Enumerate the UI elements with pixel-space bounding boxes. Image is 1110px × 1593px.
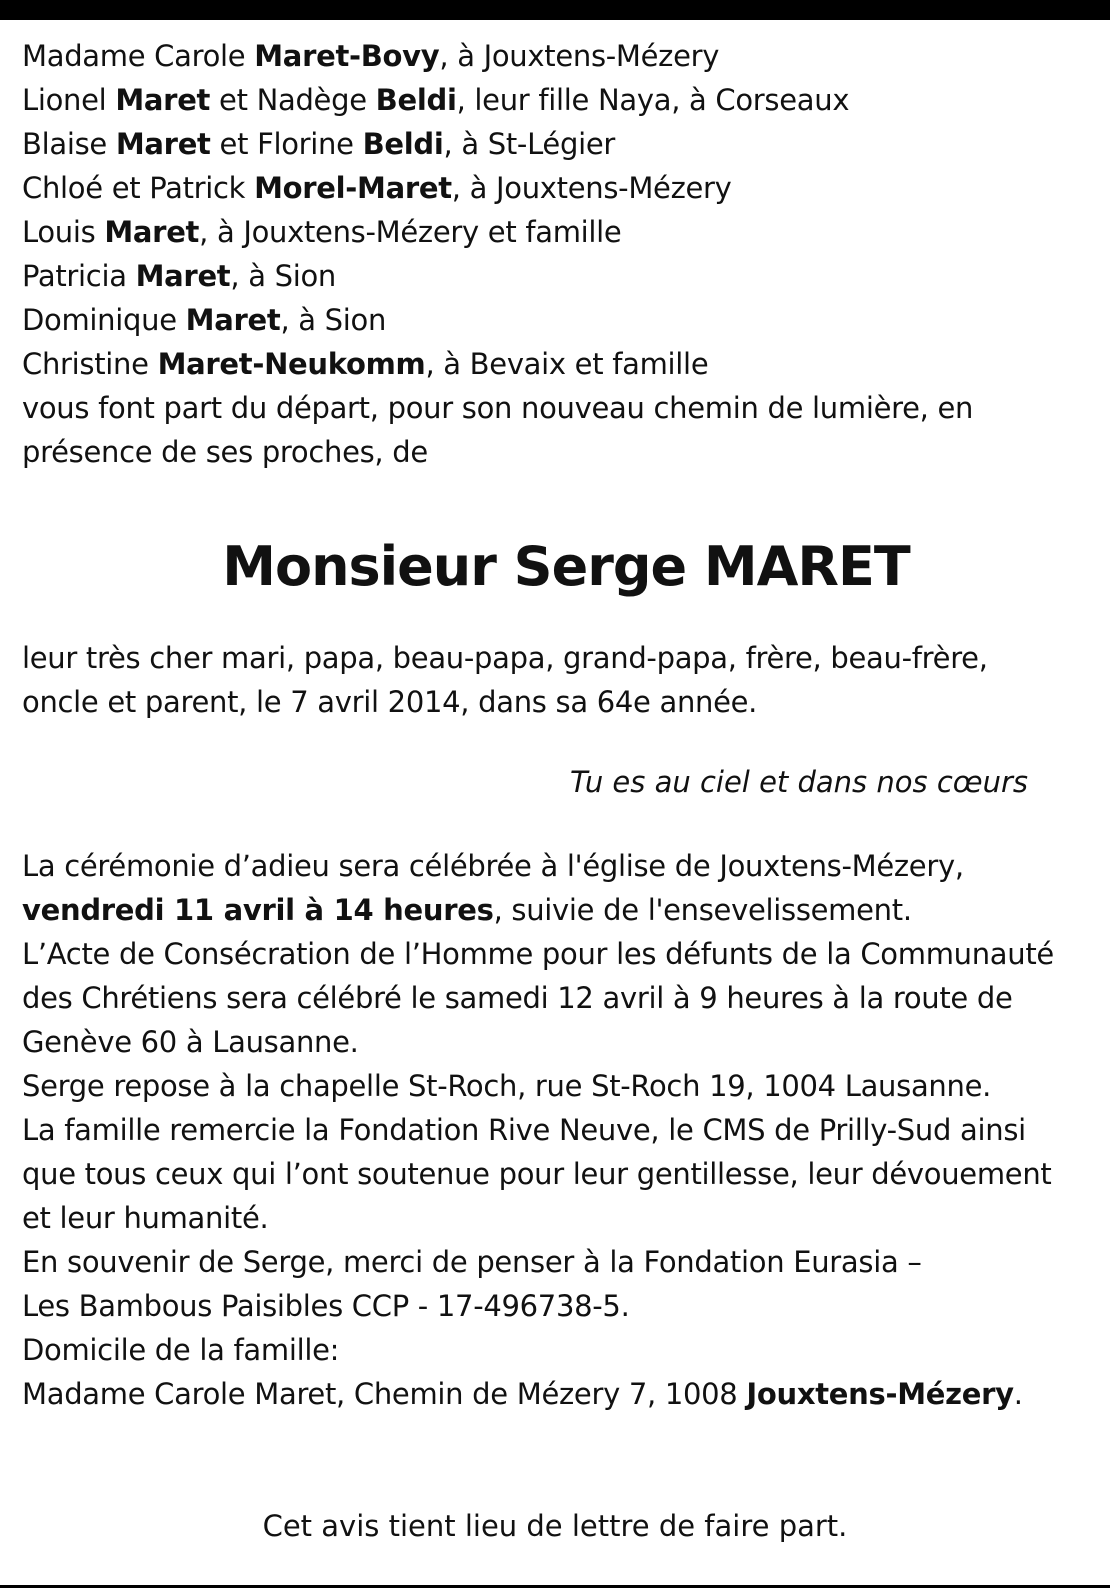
details-line: La famille remercie la Fondation Rive Neuve, le CMS de Prilly-Sud ainsi — [22, 1113, 1026, 1147]
family-location: , à St-Légier — [443, 127, 615, 161]
details-line: que tous ceux qui l’ont soutenue pour leur gentillesse, leur dévouement — [22, 1157, 1052, 1191]
address-text: Madame Carole Maret, Chemin de Mézery 7, 1008 — [22, 1377, 747, 1411]
details-line: Domicile de la famille: — [22, 1333, 340, 1367]
family-line — [22, 34, 1088, 78]
family-line — [22, 166, 1088, 210]
family-text: Dominique — [22, 303, 186, 337]
memorial-quote: Tu es au ciel et dans nos cœurs — [570, 765, 1028, 799]
details-text — [22, 932, 1088, 1416]
family-surname: Maret — [185, 303, 281, 337]
family-location: , leur fille Naya, à Corseaux — [456, 83, 850, 117]
top-border-rule — [0, 0, 1110, 20]
details-line: des Chrétiens sera célébré le samedi 12 avril à 9 heures à la route de — [22, 981, 1013, 1015]
deceased-name: Monsieur Serge MARET — [222, 535, 910, 598]
family-line — [22, 78, 1088, 122]
details-line: L’Acte de Consécration de l’Homme pour les défunts de la Communauté — [22, 937, 1054, 971]
family-surname: Maret-Neukomm — [157, 347, 426, 381]
family-surname: Maret — [104, 215, 200, 249]
family-location: , à Bevaix et famille — [425, 347, 709, 381]
details-line: En souvenir de Serge, merci de penser à la Fondation Eurasia – — [22, 1245, 922, 1279]
family-line — [22, 254, 1088, 298]
family-text: Louis — [22, 215, 105, 249]
family-surname: Maret — [115, 127, 211, 161]
details-line: et leur humanité. — [22, 1201, 269, 1235]
intro-line: vous font part du départ, pour son nouveau chemin de lumière, en — [22, 391, 974, 425]
family-location: , à Jouxtens-Mézery et famille — [199, 215, 622, 249]
ceremony-info — [22, 844, 1088, 932]
family-text: Madame Carole — [22, 39, 255, 73]
ceremony-line: La cérémonie d’adieu sera célébrée à l'église de Jouxtens-Mézery, — [22, 849, 964, 883]
bottom-border-rule — [0, 1585, 1110, 1588]
family-surname: Maret — [115, 83, 211, 117]
relation-line: oncle et parent, le 7 avril 2014, dans sa 64e année. — [22, 685, 758, 719]
family-line — [22, 298, 1088, 342]
obituary-notice — [22, 34, 1088, 1416]
relation-line: leur très cher mari, papa, beau-papa, grand-papa, frère, beau-frère, — [22, 641, 988, 675]
family-text: et Nadège — [210, 83, 376, 117]
family-surname: Beldi — [375, 83, 457, 117]
address-text: . — [1013, 1377, 1023, 1411]
family-text: Christine — [22, 347, 158, 381]
family-address — [22, 1372, 1088, 1416]
ceremony-text: , suivie de l'ensevelissement. — [493, 893, 912, 927]
intro-text — [22, 386, 1088, 474]
ceremony-line — [22, 888, 1088, 932]
family-surname: Maret-Bovy — [254, 39, 440, 73]
family-text: Blaise — [22, 127, 116, 161]
family-location: , à Sion — [230, 259, 336, 293]
intro-line: présence de ses proches, de — [22, 435, 428, 469]
family-surname: Morel-Maret — [254, 171, 452, 205]
family-text: Lionel — [22, 83, 116, 117]
ceremony-date: vendredi 11 avril à 14 heures — [22, 893, 494, 927]
closing-statement: Cet avis tient lieu de lettre de faire part. — [262, 1509, 848, 1543]
address-city: Jouxtens-Mézery — [746, 1377, 1014, 1411]
details-line: Serge repose à la chapelle St-Roch, rue St-Roch 19, 1004 Lausanne. — [22, 1069, 992, 1103]
family-location: , à Sion — [280, 303, 387, 337]
family-text: Chloé et Patrick — [22, 171, 255, 205]
family-line — [22, 342, 1088, 386]
family-location: , à Jouxtens-Mézery — [439, 39, 720, 73]
family-surname: Beldi — [362, 127, 444, 161]
spacer — [22, 724, 1088, 760]
family-list — [22, 34, 1088, 386]
family-line — [22, 122, 1088, 166]
family-line — [22, 210, 1088, 254]
family-location: , à Jouxtens-Mézery — [451, 171, 732, 205]
details-line: Genève 60 à Lausanne. — [22, 1025, 359, 1059]
spacer — [22, 804, 1088, 844]
relation-text — [22, 636, 1088, 724]
family-text: et Florine — [210, 127, 363, 161]
family-surname: Maret — [135, 259, 231, 293]
family-text: Patricia — [22, 259, 136, 293]
details-line: Les Bambous Paisibles CCP - 17-496738-5. — [22, 1289, 630, 1323]
